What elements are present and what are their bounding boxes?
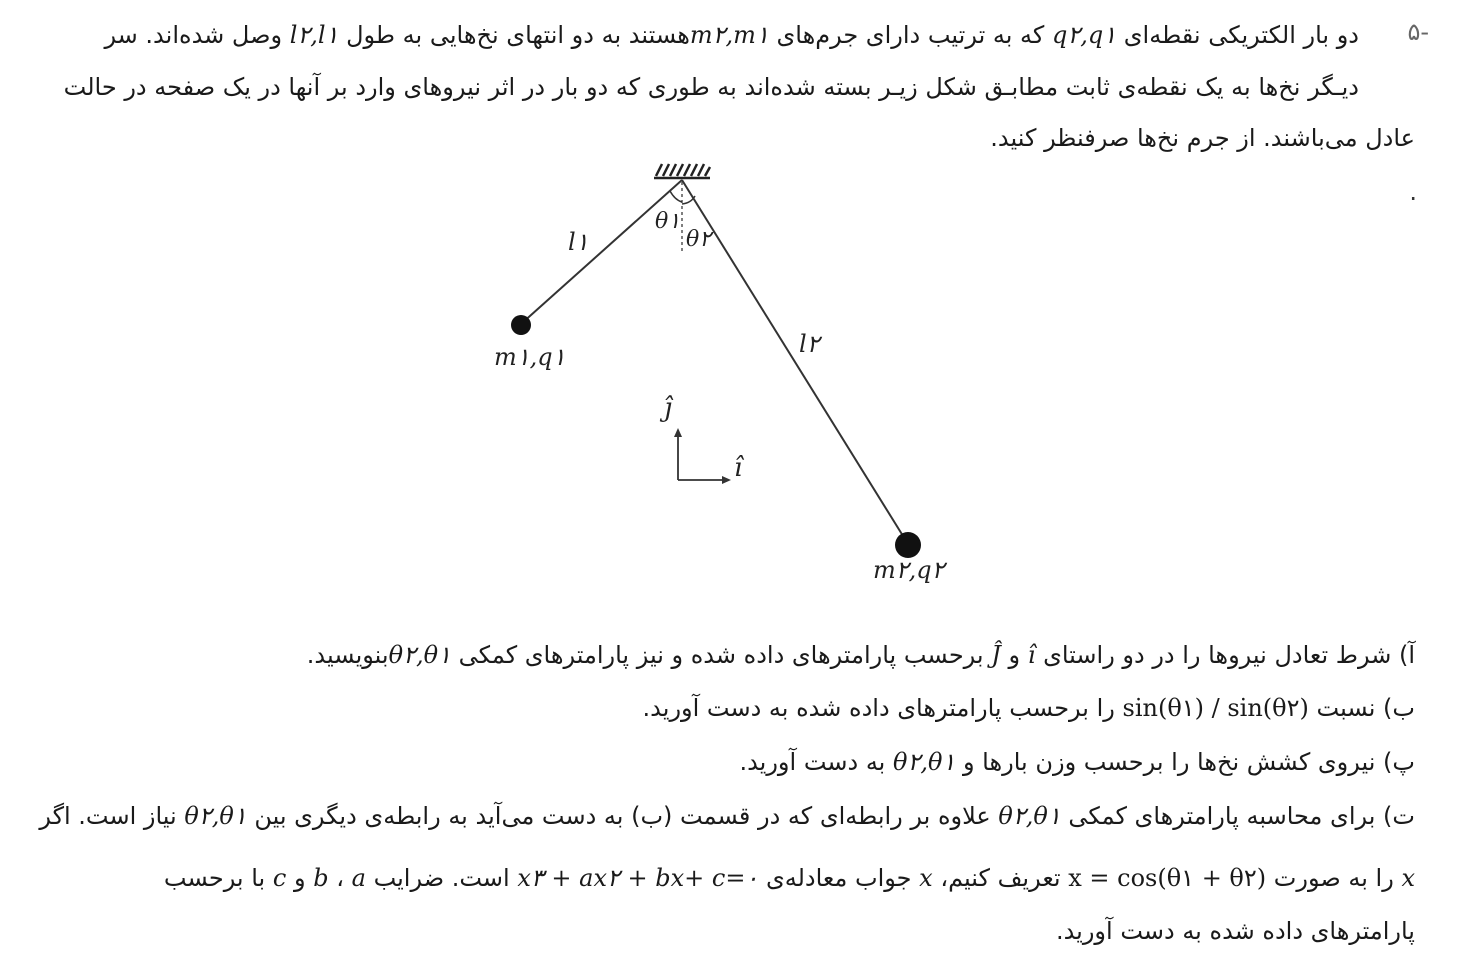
part-c-pre: پ) نیروی کشش نخ‌ها را برحسب وزن بارها و — [962, 748, 1415, 776]
label-i-axis: î — [734, 453, 743, 483]
lengths-var: l۲,l۱ — [289, 21, 339, 49]
ceiling-support — [654, 164, 710, 178]
part-d-text-d: است. ضرایب — [373, 864, 510, 892]
question-number: -۵ — [1407, 18, 1429, 46]
part-a-pre: آ) شرط تعادل نیروها را در دو راستای — [1043, 641, 1415, 669]
cubic-equation: x۳ + ax۲ + bx+ c=۰ — [517, 864, 759, 892]
part-c — [739, 745, 1415, 779]
string-l1 — [521, 180, 682, 324]
part-d-text-c: جواب معادله‌ی — [765, 864, 912, 892]
part-d-and: و — [293, 864, 306, 892]
sine-ratio: sin(θ۱) / sin(θ۲) — [1122, 694, 1309, 722]
part-a-theta: θ۲,θ۱ — [388, 641, 451, 669]
part-d-post: نیاز است. اگر — [39, 802, 177, 830]
part-b — [643, 691, 1415, 725]
part-d-theta-a: θ۲,θ۱ — [998, 802, 1061, 830]
part-d-text-b: تعریف کنیم، — [940, 864, 1061, 892]
part-d-line-1 — [39, 799, 1415, 833]
label-j-axis: ĵ — [664, 393, 673, 423]
charges-var: q۲,q۱ — [1051, 21, 1117, 49]
part-b-post: را برحسب پارامترهای داده شده به دست آورید. — [642, 694, 1115, 722]
label-l2: l۲ — [799, 330, 820, 358]
intro-text-a: دو بار الکتریکی نقطه‌ای — [1123, 21, 1359, 49]
intro-line-2: دیـگر نخ‌ها به یک نقطه‌ی ثابت مطابـق شکل زیـر بسته شده‌اند به طوری که دو بار در اثر نیروهای وارد بر آنها در یک صفحه در حالت — [63, 73, 1359, 101]
part-a-and: و — [1008, 641, 1021, 669]
intro-text-d: وصل شده‌اند. سر — [104, 21, 283, 49]
intro-text-c: هستند به دو انتهای نخ‌هایی به طول — [346, 21, 690, 49]
part-c-post: به دست آورید. — [739, 748, 886, 776]
part-a-post: بنویسید. — [306, 641, 389, 669]
intro-text-b: که به ترتیب دارای جرم‌های — [776, 21, 1045, 49]
var-x: x — [1401, 864, 1415, 892]
x-definition: x = cos(θ۱ + θ۲) — [1068, 864, 1267, 892]
coef-c: c — [272, 864, 287, 892]
unit-vector-i: î — [1027, 641, 1036, 669]
coef-a: a — [351, 864, 366, 892]
part-d-line-2 — [164, 861, 1415, 895]
masses-var: m۲,m۱ — [689, 21, 769, 49]
string-l2 — [682, 180, 908, 544]
label-theta2: θ۲ — [686, 227, 712, 252]
coef-b: b — [313, 864, 329, 892]
angle-arc-theta1 — [670, 191, 682, 202]
mass-2 — [895, 532, 921, 558]
trailing-dot: . — [1409, 178, 1417, 206]
part-b-pre: ب) نسبت — [1316, 694, 1415, 722]
label-mass1: m۱,q۱ — [494, 343, 566, 371]
part-c-theta: θ۲,θ۱ — [893, 748, 956, 776]
part-d-sep: ، — [336, 864, 344, 892]
var-x-2: x — [919, 864, 933, 892]
part-d-text-a: را به صورت — [1273, 864, 1394, 892]
part-a-mid: برحسب پارامترهای داده شده و نیز پارامترهای کمکی — [458, 641, 984, 669]
part-d-line-3: پارامترهای داده شده به دست آورید. — [1055, 917, 1415, 945]
intro-line-3: عادل می‌باشند. از جرم نخ‌ها صرفنظر کنید. — [990, 124, 1415, 152]
label-l1: l۱ — [568, 228, 589, 256]
axes — [674, 428, 731, 484]
part-d-text-e: با برحسب — [163, 864, 266, 892]
part-d-theta-b: θ۲,θ۱ — [184, 802, 247, 830]
unit-vector-j: Ĵ — [991, 641, 1001, 669]
label-theta1: θ۱ — [655, 209, 681, 234]
part-d-mid: علاوه بر رابطه‌ای که در قسمت (ب) به دست می‌آید به رابطه‌ی دیگری بین — [254, 802, 991, 830]
part-a — [307, 638, 1415, 672]
mass-1 — [511, 315, 531, 335]
part-d-pre: ت) برای محاسبه پارامترهای کمکی — [1068, 802, 1415, 830]
label-mass2: m۲,q۲ — [873, 556, 945, 584]
